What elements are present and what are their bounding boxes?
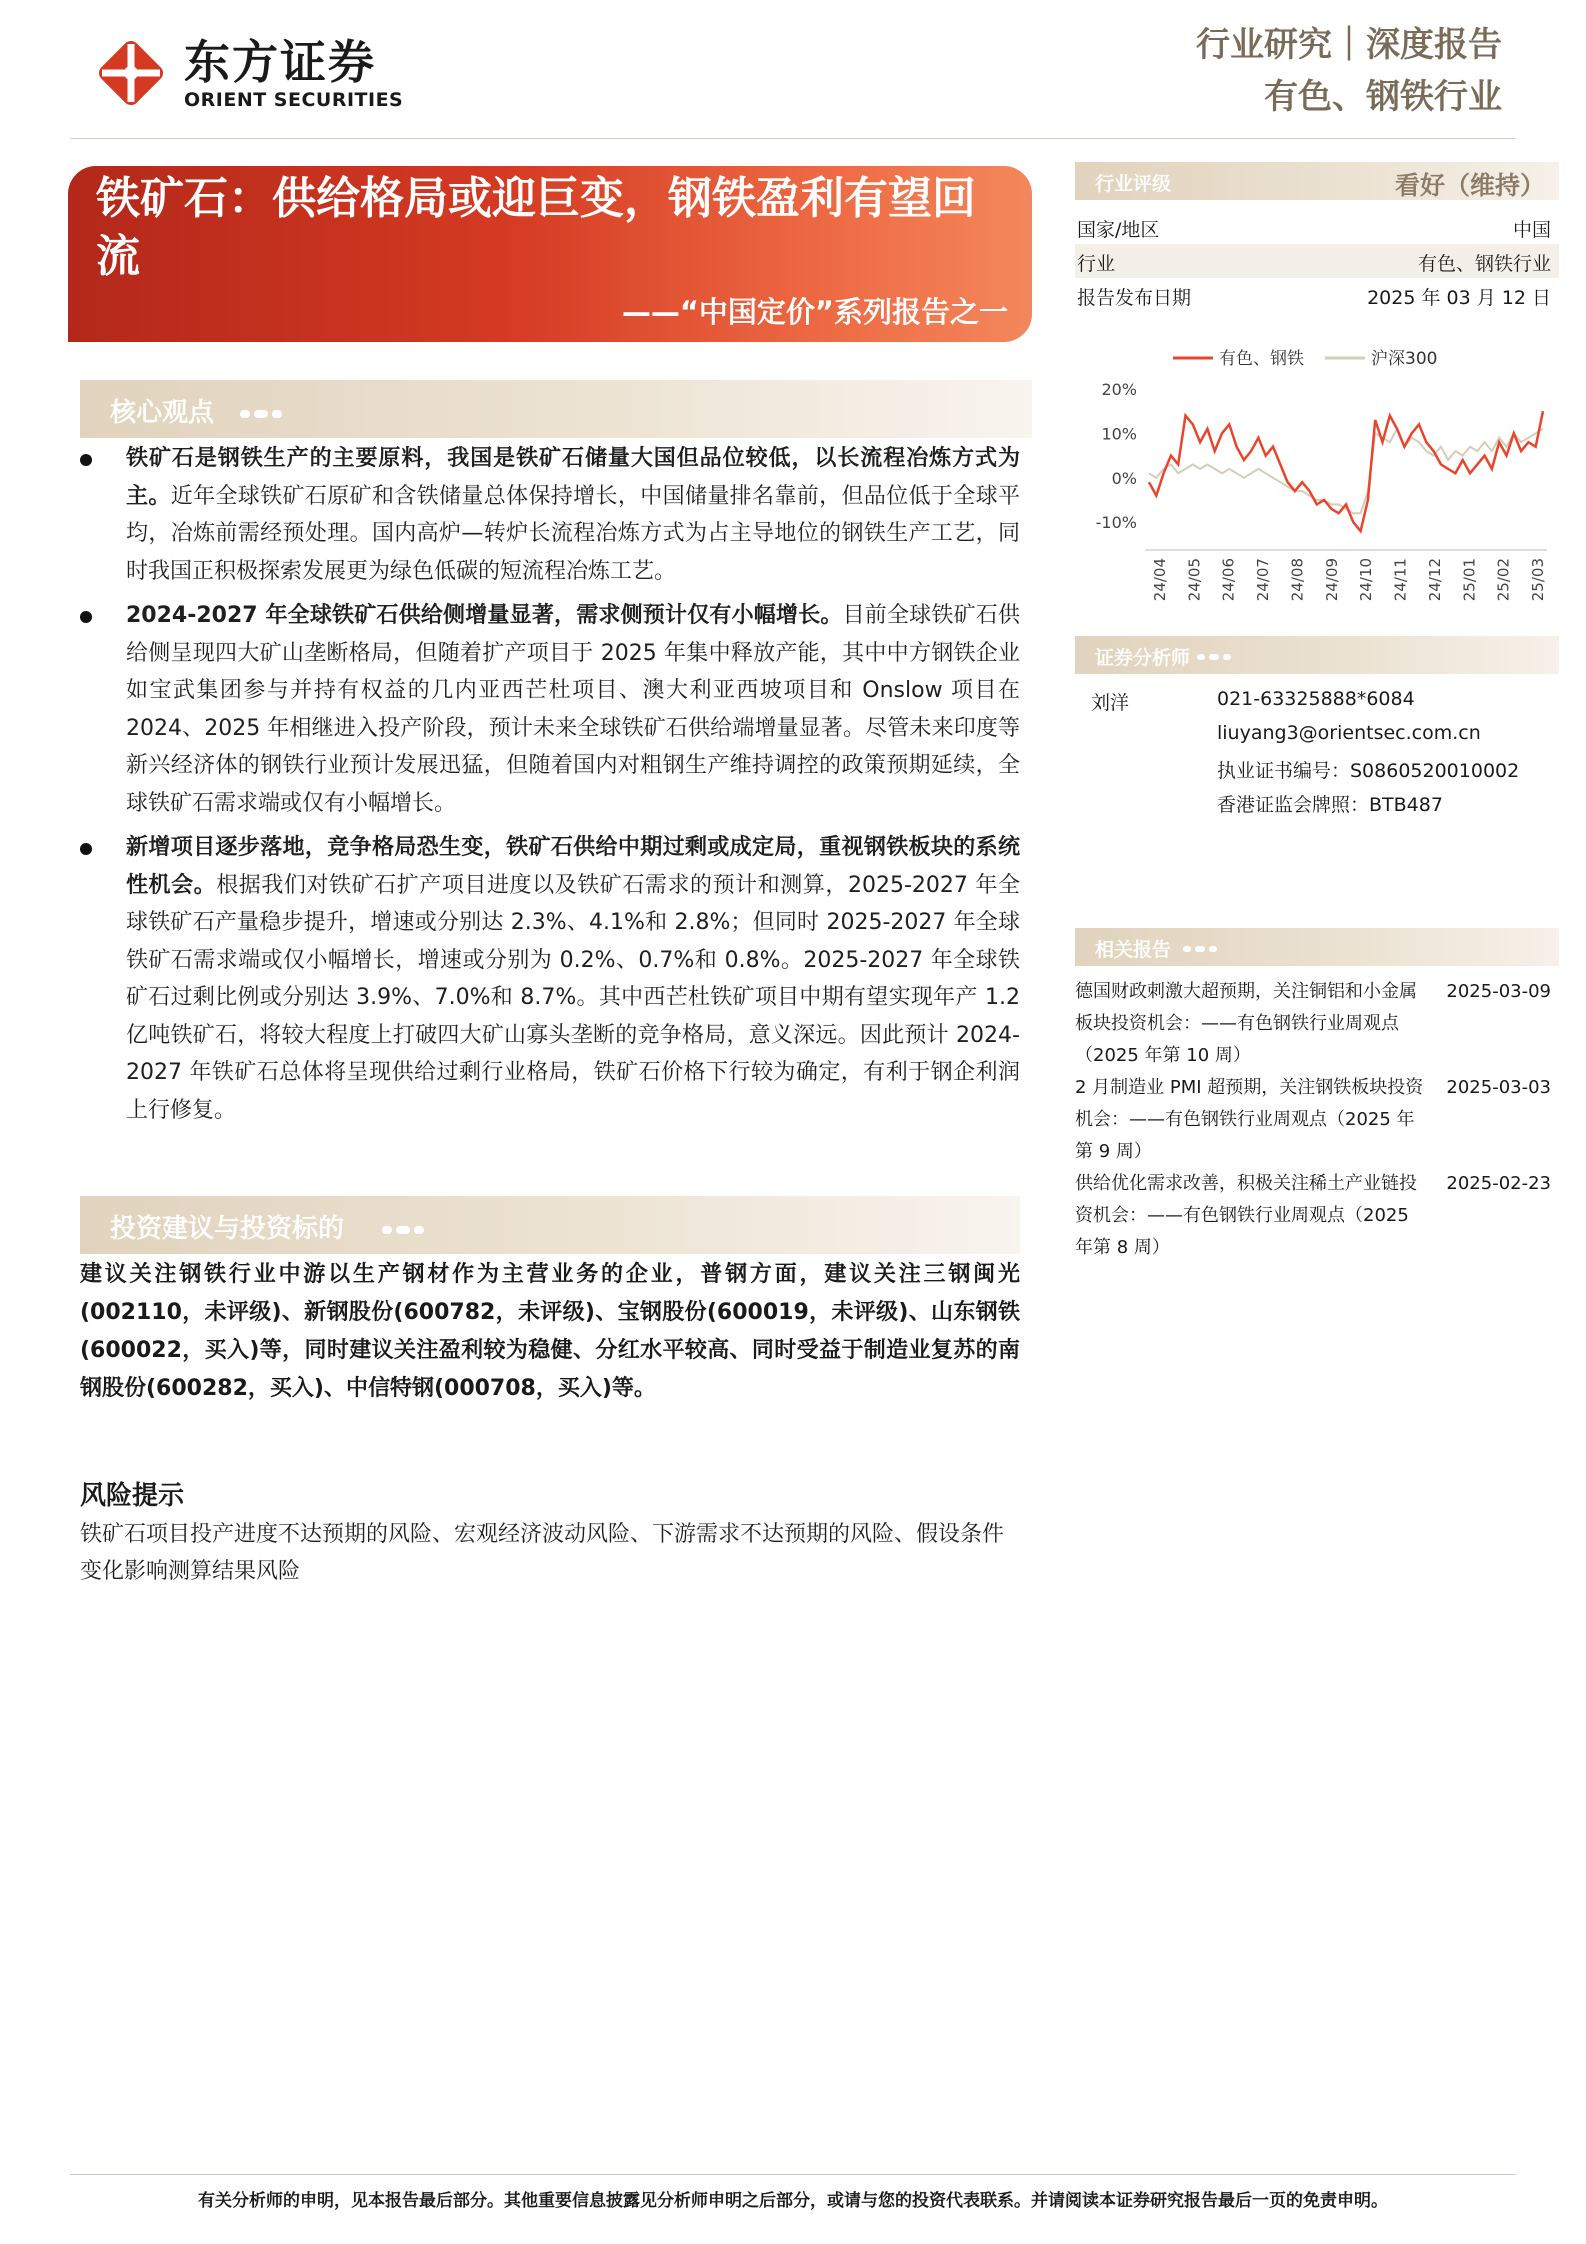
x-tick-label: 25/03 (1529, 558, 1547, 602)
related-report-date: 2025-02-23 (1446, 1173, 1551, 1194)
bullet-dot-icon (80, 611, 92, 623)
info-row-region (1075, 210, 1559, 244)
info-key: 行业 (1077, 253, 1116, 275)
report-title: 铁矿石：供给格局或迎巨变，钢铁盈利有望回流 (96, 173, 976, 282)
analyst-hk-license: 香港证监会牌照：BTB487 (1217, 794, 1443, 816)
related-report-text[interactable]: 德国财政刺激大超预期，关注铜铝和小金属板块投资机会：——有色钢铁行业周观点（2025 年第 10 周） (1075, 981, 1417, 1066)
related-reports (1075, 976, 1559, 1264)
report-type: 行业研究｜深度报告 (1196, 25, 1502, 65)
analyst-header (1075, 636, 1559, 674)
industry-name: 有色、钢铁行业 (1264, 77, 1502, 117)
footer-disclaimer: 有关分析师的申明，见本报告最后部分。其他重要信息披露见分析师申明之后部分，或请与您的投资代表联系。并请阅读本证券研究报告最后一页的免责申明。 (198, 2191, 1388, 2211)
bullet-lead: 新增项目逐步落地，竞争格局恐生变，铁矿石供给中期过剩或成定局，重视钢铁板块的系统性机会。 (126, 835, 1020, 898)
legend-label-steel: 有色、钢铁 (1219, 349, 1304, 369)
logo-cn-text: 东方证券 (184, 35, 376, 89)
analyst-name: 刘洋 (1091, 692, 1130, 714)
x-tick-label: 24/04 (1151, 558, 1169, 602)
price-chart-svg (1075, 340, 1559, 610)
related-report-date: 2025-03-03 (1446, 1077, 1551, 1098)
chart-legend (1173, 349, 1437, 369)
invest-title: 投资建议与投资标的 (110, 1214, 345, 1244)
chart-x-axis (1151, 558, 1547, 601)
y-tick-label: 0% (1111, 468, 1137, 488)
legend-label-hs300: 沪深300 (1371, 349, 1438, 369)
info-value: 2025 年 03 月 12 日 (1367, 287, 1551, 309)
x-tick-label: 24/07 (1254, 558, 1273, 602)
bullet-lead: 2024-2027 年全球铁矿石供给侧增量显著，需求侧预计仅有小幅增长。 (126, 603, 843, 628)
related-report-item[interactable] (1075, 976, 1559, 1072)
x-tick-label: 24/12 (1425, 558, 1444, 602)
bullet-dot-icon (80, 843, 92, 855)
rating-label: 行业评级 (1095, 173, 1172, 195)
header-dots-icon (1183, 946, 1217, 952)
analyst-license: 执业证书编号：S0860520010002 (1217, 760, 1520, 782)
related-report-item[interactable] (1075, 1072, 1559, 1168)
risk-text: 铁矿石项目投产进度不达预期的风险、宏观经济波动风险、下游需求不达预期的风险、假设条件变化影响测算结果风险 (80, 1522, 1005, 1584)
x-tick-label: 25/02 (1494, 558, 1513, 602)
rating-value: 看好（维持） (1394, 171, 1545, 200)
x-tick-label: 24/09 (1322, 558, 1341, 602)
core-view-title: 核心观点 (110, 398, 215, 428)
x-tick-label: 24/10 (1357, 558, 1376, 602)
related-title: 相关报告 (1095, 939, 1172, 961)
info-key: 国家/地区 (1077, 219, 1160, 241)
x-tick-label: 24/06 (1219, 558, 1238, 602)
info-key: 报告发布日期 (1077, 287, 1192, 309)
title-banner (68, 166, 1032, 342)
header-divider (70, 138, 1516, 139)
report-subtitle: ——“中国定价”系列报告之一 (621, 295, 1008, 329)
core-view-header (80, 380, 1032, 438)
bullet-lead: 铁矿石是钢铁生产的主要原料，我国是铁矿石储量大国但品位较低，以长流程冶炼方式为主。 (126, 446, 1020, 509)
header-dots-icon (240, 410, 282, 418)
y-tick-label: 10% (1101, 424, 1137, 444)
related-report-item[interactable] (1075, 1168, 1559, 1264)
x-tick-label: 25/01 (1460, 558, 1479, 602)
related-report-text[interactable]: 供给优化需求改善，积极关注稀土产业链投资机会：——有色钢铁行业周观点（2025 年第 8 周） (1075, 1173, 1417, 1258)
risk-title: 风险提示 (80, 1481, 185, 1511)
related-header (1075, 928, 1559, 966)
info-row-industry (1075, 244, 1559, 278)
info-value: 中国 (1512, 219, 1551, 241)
bullet-item (80, 440, 1020, 590)
header-dots-icon (382, 1226, 424, 1234)
analyst-email[interactable]: liuyang3@orientsec.com.cn (1217, 722, 1481, 744)
x-tick-label: 24/08 (1288, 558, 1307, 602)
bullet-text: 近年全球铁矿石原矿和含铁储量总体保持增长，中国储量排名靠前，但品位低于全球平均，冶炼前需经预处理。国内高炉—转炉长流程冶炼方式为占主导地位的钢铁生产工艺，同时我国正积极探索发展更为绿色低碳的短流程冶炼工艺。 (126, 483, 1020, 584)
series-line-hs300 (1149, 429, 1543, 513)
series-line-steel (1149, 411, 1543, 531)
bullet-text: 根据我们对铁矿石扩产项目进度以及铁矿石需求的预计和测算，2025-2027 年全球铁矿石产量稳步提升，增速或分别达 2.3%、4.1%和 2.8%；但同时 2025-2027 年全球铁矿石需求端或仅小幅增长，增速或分别为 0.2%、0.7%和 0.8%。2025-2027 年全球铁矿石过剩比例或分别达 3.9%、7.0%和 8.7%。其中西芒杜铁矿项目中期有望实现年产 1.2 亿吨铁矿石，将较大程度上打破四大矿山寡头垄断的竞争格局，意义深远。因此预计 2024-2027 年铁矿石总体将呈现供给过剩行业格局，铁矿石价格下行较为确定，有利于钢企利润上行修复。 (126, 872, 1020, 1123)
bullet-text: 目前全球铁矿石供给侧呈现四大矿山垄断格局，但随着扩产项目于 2025 年集中释放产能，其中中方钢铁企业如宝武集团参与并持有权益的几内亚西芒杜项目、澳大利亚西坡项目和 Onslow 项目在 2024、2025 年相继进入投产阶段，预计未来全球铁矿石供给端增量显著。尽管未来印度等新兴经济体的钢铁行业预计发展迅猛，但随着国内对粗钢生产维持调控的政策预期延续，全球铁矿石需求端或仅有小幅增长。 (126, 603, 1020, 816)
bullet-dot-icon (80, 454, 92, 466)
chart-y-axis (1096, 380, 1547, 550)
y-tick-label: -10% (1095, 513, 1137, 533)
price-chart (1075, 340, 1559, 610)
footer-divider (70, 2174, 1516, 2175)
bullet-item (80, 597, 1020, 822)
analyst-title: 证券分析师 (1095, 647, 1191, 669)
analyst-phone: 021-63325888*6084 (1217, 688, 1415, 710)
header-dots-icon (1197, 654, 1231, 660)
related-report-date: 2025-03-09 (1446, 981, 1551, 1002)
company-logo (92, 34, 403, 112)
x-tick-label: 24/05 (1185, 558, 1204, 602)
chart-lines (1149, 411, 1543, 531)
x-tick-label: 24/11 (1391, 558, 1410, 602)
core-bullets (80, 440, 1020, 1136)
bullet-item (80, 829, 1020, 1129)
info-row-date (1075, 278, 1559, 312)
invest-header (80, 1196, 1020, 1254)
info-value: 有色、钢铁行业 (1417, 253, 1551, 275)
related-report-text[interactable]: 2 月制造业 PMI 超预期，关注钢铁板块投资机会：——有色钢铁行业周观点（2025 年第 9 周） (1075, 1077, 1424, 1162)
y-tick-label: 20% (1101, 379, 1137, 399)
logo-mark-icon (92, 34, 170, 112)
industry-rating (1075, 162, 1559, 200)
invest-text: 建议关注钢铁行业中游以生产钢材作为主营业务的企业，普钢方面，建议关注三钢闽光(002110，未评级)、新钢股份(600782，未评级)、宝钢股份(600019，未评级)、山东钢铁(600022，买入)等，同时建议关注盈利较为稳健、分红水平较高、同时受益于制造业复苏的南钢股份(600282，买入)、中信特钢(000708，买入)等。 (80, 1262, 1020, 1401)
logo-en-text: ORIENT SECURITIES (184, 89, 404, 111)
header-right (1196, 22, 1502, 126)
